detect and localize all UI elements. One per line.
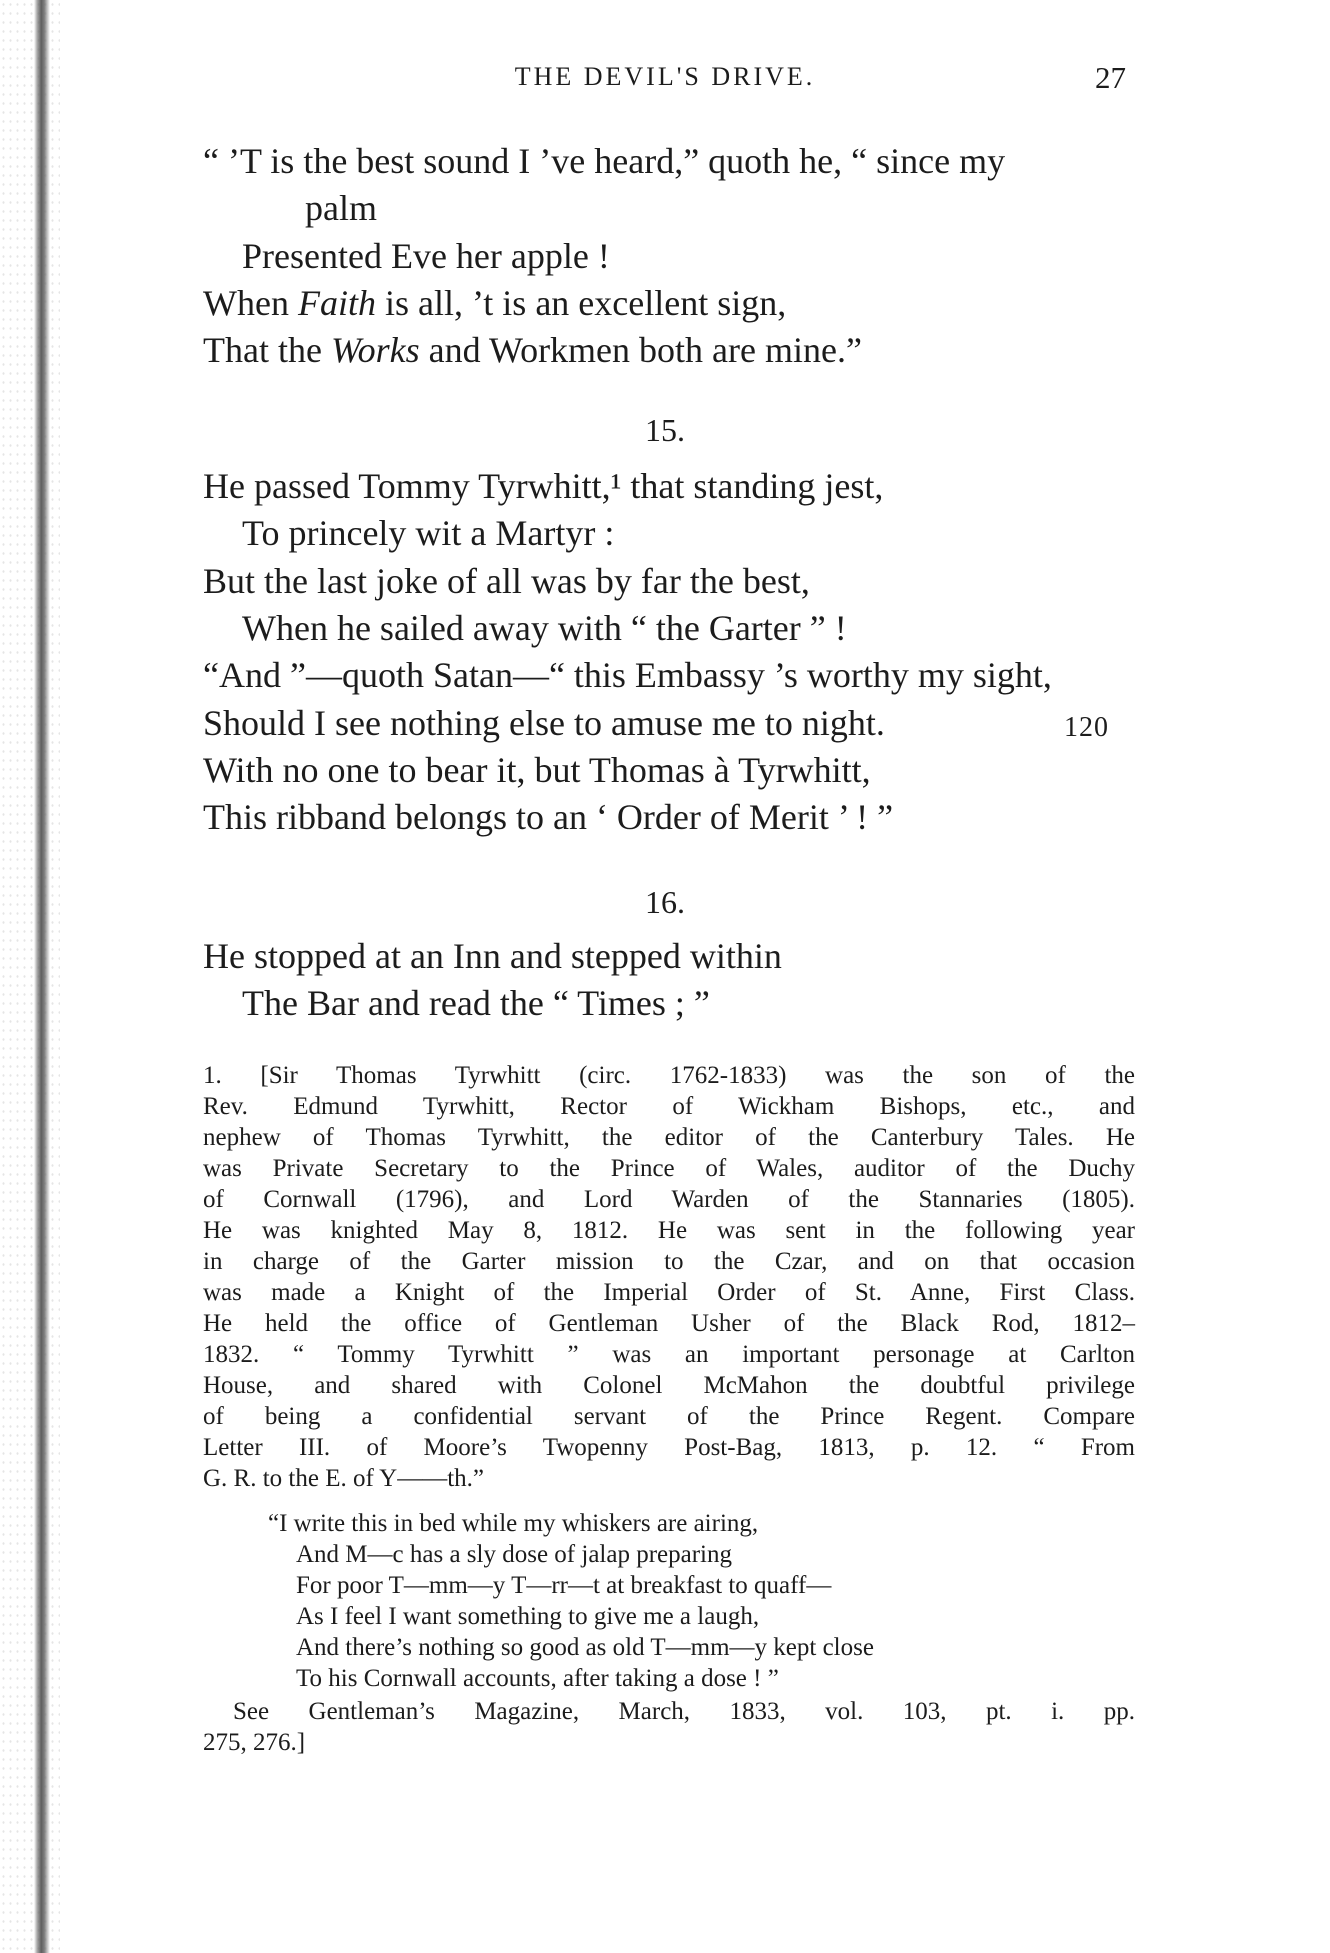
footnote-line: of Cornwall (1796), and Lord Warden of the Stannaries (1805). bbox=[203, 1186, 1135, 1213]
footnote-line: nephew of Thomas Tyrwhitt, the editor of the Canterbury Tales. He bbox=[203, 1124, 1135, 1151]
page-number: 27 bbox=[1095, 60, 1126, 95]
verse-line: This ribband belongs to an ‘ Order of Merit ’ ! ” bbox=[203, 797, 894, 837]
italic-word: Faith bbox=[297, 283, 376, 323]
footnote-quote-line: And M—c has a sly dose of jalap preparing bbox=[296, 1541, 732, 1568]
footnote-line: G. R. to the E. of Y——th.” bbox=[203, 1465, 484, 1492]
verse-line: Should I see nothing else to amuse me to night. bbox=[203, 703, 885, 743]
line-number: 120 bbox=[1064, 712, 1109, 743]
verse-line: palm bbox=[305, 188, 377, 228]
verse-line: He passed Tommy Tyrwhitt,¹ that standing jest, bbox=[203, 466, 884, 506]
stanza-number-15: 15. bbox=[645, 412, 685, 448]
italic-word: Works bbox=[330, 330, 420, 370]
footnote-line: House, and shared with Colonel McMahon the doubtful privilege bbox=[203, 1372, 1135, 1399]
verse-line: When he sailed away with “ the Garter ” ! bbox=[242, 608, 847, 648]
footnote-quote-line: “I write this in bed while my whiskers are airing, bbox=[268, 1510, 759, 1537]
footnote-quote-line: For poor T—mm—y T—rr—t at breakfast to quaff— bbox=[296, 1572, 832, 1599]
stanza-number-16: 16. bbox=[645, 884, 685, 920]
footnote-citation-line: 275, 276.] bbox=[203, 1729, 306, 1756]
verse-line: He stopped at an Inn and stepped within bbox=[203, 936, 782, 976]
footnote-citation-line: See Gentleman’s Magazine, March, 1833, vol. 103, pt. i. pp. bbox=[233, 1698, 1135, 1725]
footnote-line: in charge of the Garter mission to the Czar, and on that occasion bbox=[203, 1248, 1135, 1275]
verse-line: “ ’T is the best sound I ’ve heard,” quoth he, “ since my bbox=[203, 141, 1006, 181]
verse-line bbox=[203, 285, 786, 321]
footnote-line: He was knighted May 8, 1812. He was sent in the following year bbox=[203, 1217, 1135, 1244]
footnote-quote-line: And there’s nothing so good as old T—mm—y kept close bbox=[296, 1634, 874, 1661]
footnote-line: of being a confidential servant of the Prince Regent. Compare bbox=[203, 1403, 1135, 1430]
verse-text: That the bbox=[203, 330, 331, 370]
binding-edge-shadow bbox=[34, 0, 50, 1953]
footnote-line: Letter III. of Moore’s Twopenny Post-Bag, 1813, p. 12. “ From bbox=[203, 1434, 1135, 1461]
binding-shadow-speckle bbox=[0, 0, 60, 1953]
verse-line: Presented Eve her apple ! bbox=[242, 236, 610, 276]
footnote-line: Rev. Edmund Tyrwhitt, Rector of Wickham Bishops, etc., and bbox=[203, 1093, 1135, 1120]
running-head-title: THE DEVIL'S DRIVE. bbox=[514, 62, 816, 91]
verse-line: The Bar and read the “ Times ; ” bbox=[242, 983, 710, 1023]
footnote-line: 1832. “ Tommy Tyrwhitt ” was an important personage at Carlton bbox=[203, 1341, 1135, 1368]
footnote-line: was Private Secretary to the Prince of Wales, auditor of the Duchy bbox=[203, 1155, 1135, 1182]
footnote-line: was made a Knight of the Imperial Order of St. Anne, First Class. bbox=[203, 1279, 1135, 1306]
verse-line bbox=[203, 332, 862, 368]
verse-text: When bbox=[203, 283, 298, 323]
footnote-quote-line: To his Cornwall accounts, after taking a dose ! ” bbox=[296, 1665, 779, 1692]
footnote-line: 1. [Sir Thomas Tyrwhitt (circ. 1762-1833) was the son of the bbox=[203, 1062, 1135, 1089]
footnote-quote-line: As I feel I want something to give me a laugh, bbox=[296, 1603, 760, 1630]
footnote-line: He held the office of Gentleman Usher of the Black Rod, 1812– bbox=[203, 1310, 1135, 1337]
verse-line: To princely wit a Martyr : bbox=[242, 513, 615, 553]
verse-text: is all, ’t is an excellent sign, bbox=[375, 283, 787, 323]
verse-line: With no one to bear it, but Thomas à Tyrwhitt, bbox=[203, 750, 871, 790]
verse-text: and Workmen both are mine.” bbox=[419, 330, 862, 370]
verse-line: “And ”—quoth Satan—“ this Embassy ’s worthy my sight, bbox=[203, 655, 1052, 695]
verse-line: But the last joke of all was by far the best, bbox=[203, 561, 810, 601]
